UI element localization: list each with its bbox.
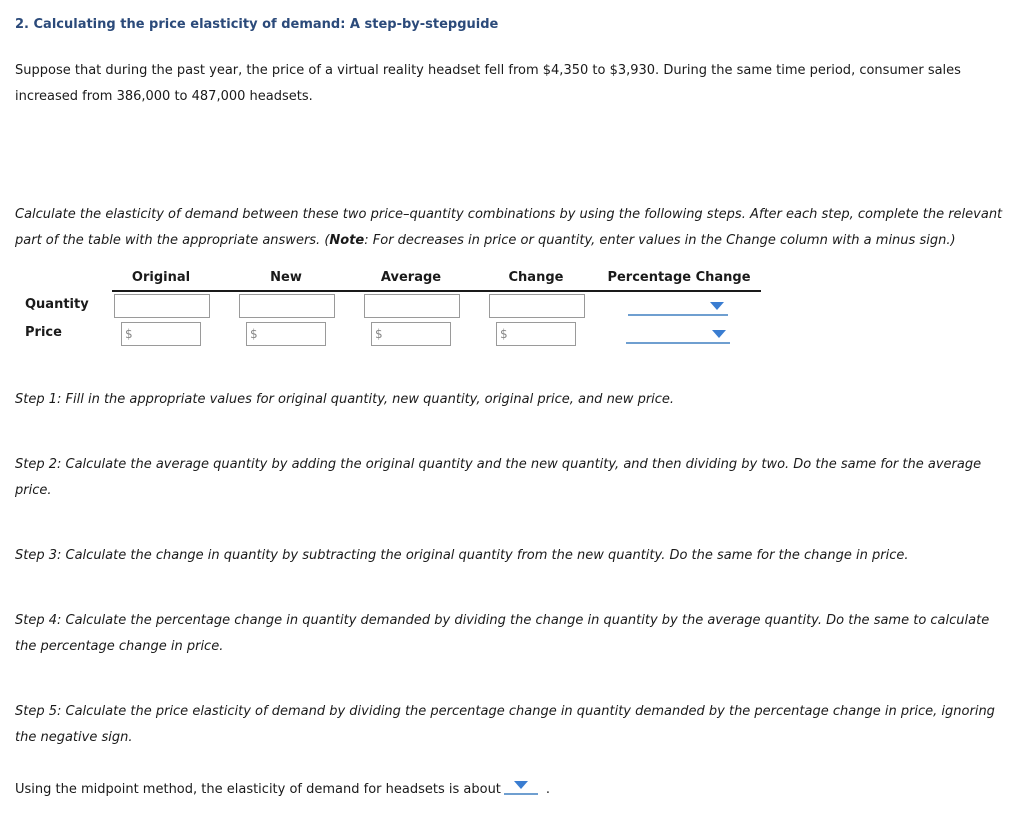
instructions-note: : For decreases in price or quantity, enter values in the Change column with a minus sign.) (364, 233, 956, 248)
intro-paragraph: Suppose that during the past year, the price of a virtual reality headset fell from $4,350 to $3,930. During the same time period, consumer sales increased from 386,000 to 487,000 headsets. (15, 63, 961, 104)
step-3: Step 3: Calculate the change in quantity by subtracting the original quantity from the new quantity. Do the same for the change in price. (15, 548, 909, 563)
price-pct-change-dropdown[interactable] (626, 328, 730, 344)
quantity-original-input[interactable] (114, 294, 210, 318)
step-1: Step 1: Fill in the appropriate values for original quantity, new quantity, original price, and new price. (15, 392, 675, 407)
dropdown-arrow-icon (710, 302, 724, 310)
col-header-average: Average (380, 270, 442, 285)
elasticity-dropdown[interactable] (504, 779, 538, 795)
quantity-average-input[interactable] (364, 294, 460, 318)
quantity-change-input[interactable] (489, 294, 585, 318)
dollar-sign: $ (250, 327, 258, 341)
instructions-paragraph (15, 202, 1010, 254)
row-label-price: Price (25, 325, 62, 340)
col-header-percentage-change: Percentage Change (607, 270, 751, 285)
price-original-input[interactable] (121, 322, 201, 346)
row-label-quantity: Quantity (25, 297, 89, 312)
step-2: Step 2: Calculate the average quantity by adding the original quantity and the new quantity, and then dividing by two. Do the same for the average price. (15, 457, 982, 498)
note-label: Note (329, 233, 365, 248)
step-5: Step 5: Calculate the price elasticity of demand by dividing the percentage change in quantity demanded by the percentage change in price, ignoring the negative sign. (15, 704, 995, 745)
step-4: Step 4: Calculate the percentage change in quantity demanded by dividing the change in quantity by the average quantity. Do the same to calculate the percentage change in price. (15, 613, 990, 654)
col-header-new: New (270, 270, 302, 285)
table-header-rule (112, 290, 761, 292)
dollar-sign: $ (500, 327, 508, 341)
col-header-change: Change (508, 270, 564, 285)
conclusion-sentence (15, 777, 1010, 803)
section-title: 2. Calculating the price elasticity of demand: A step-by-stepguide (15, 17, 499, 32)
dropdown-arrow-icon (712, 330, 726, 338)
dropdown-arrow-icon (514, 781, 528, 789)
conclusion-period: . (545, 782, 551, 797)
conclusion-text: Using the midpoint method, the elasticity of demand for headsets is about (15, 782, 501, 797)
quantity-new-input[interactable] (239, 294, 335, 318)
quantity-pct-change-dropdown[interactable] (628, 300, 728, 316)
col-header-original: Original (131, 270, 191, 285)
price-average-input[interactable] (371, 322, 451, 346)
instructions-main: Calculate the elasticity of demand between these two price–quantity combinations by using the following steps. After each step, complete the relevant part of the table with the appropriate answers. ( (15, 207, 1003, 248)
dollar-sign: $ (125, 327, 133, 341)
price-new-input[interactable] (246, 322, 326, 346)
price-change-input[interactable] (496, 322, 576, 346)
dollar-sign: $ (375, 327, 383, 341)
